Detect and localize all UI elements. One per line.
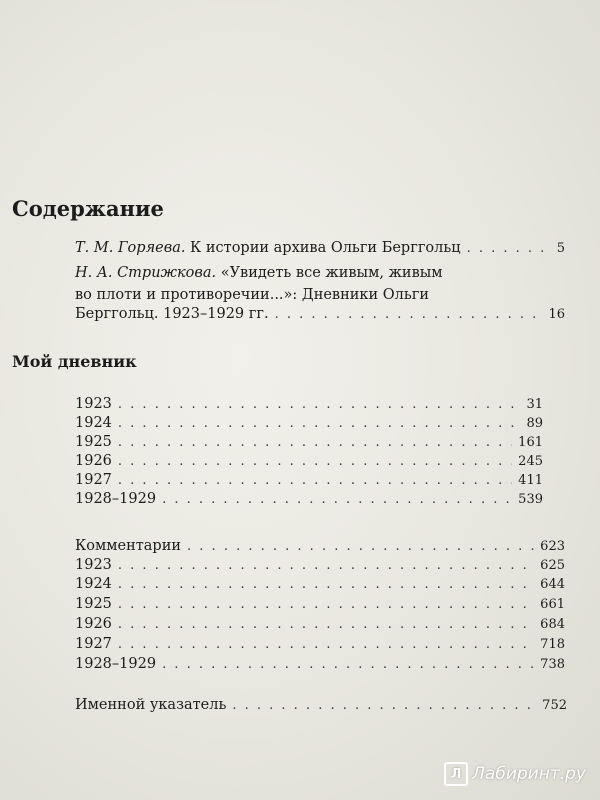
comments-year-entry (75, 616, 565, 632)
comments-year-entry (75, 656, 565, 672)
year-label: 1928–1929 (75, 491, 157, 507)
comments-year-entry (75, 636, 565, 652)
entry-author: Т. М. Горяева. (75, 240, 186, 256)
leader-dots (118, 637, 534, 652)
watermark-logo (444, 762, 586, 786)
diary-entry (75, 415, 543, 431)
page-number: 16 (548, 307, 565, 322)
page-number: 623 (540, 539, 565, 554)
leader-dots (118, 577, 534, 592)
year-label: 1923 (75, 557, 112, 573)
diary-entry (75, 434, 543, 450)
page-number: 31 (526, 397, 543, 412)
name-index-entry (75, 697, 567, 713)
leader-dots (162, 657, 534, 672)
leader-dots (275, 307, 543, 322)
year-label: 1925 (75, 596, 112, 612)
year-label: 1928–1929 (75, 656, 157, 672)
page-number: 245 (518, 454, 543, 469)
leader-dots (118, 617, 534, 632)
page-number: 625 (540, 558, 565, 573)
year-label: 1926 (75, 453, 112, 469)
entry-author: Н. А. Стрижкова. (75, 265, 217, 281)
page-number: 661 (540, 597, 565, 612)
diary-heading: Мой дневник (12, 352, 137, 371)
year-label: 1927 (75, 636, 112, 652)
comments-year-entry (75, 576, 565, 592)
leader-dots (118, 454, 512, 469)
page-number: 644 (540, 577, 565, 592)
leader-dots (467, 241, 551, 256)
year-label: 1924 (75, 415, 112, 431)
comments-year-entry (75, 557, 565, 573)
toc-entry-strizhkova-last (75, 306, 565, 322)
year-label: 1924 (75, 576, 112, 592)
entry-title-part: «Увидеть все живым, живым (216, 265, 443, 281)
leader-dots (118, 435, 512, 450)
page-number: 5 (556, 241, 565, 256)
toc-entry-goryaeva (75, 240, 565, 256)
leader-dots (118, 397, 521, 412)
page-number: 539 (518, 492, 543, 507)
leader-dots (118, 558, 534, 573)
toc-entry-strizhkova (75, 262, 565, 306)
leader-dots (187, 539, 534, 554)
year-label: 1923 (75, 396, 112, 412)
entry-text (75, 240, 461, 256)
entry-title: К истории архива Ольги Берггольц (185, 240, 461, 256)
diary-entry (75, 472, 543, 488)
leader-dots (118, 473, 512, 488)
page-number: 684 (540, 617, 565, 632)
diary-entry (75, 396, 543, 412)
page-number: 411 (518, 473, 543, 488)
year-label: 1926 (75, 616, 112, 632)
watermark-text: Лабиринт.ру (472, 764, 586, 784)
contents-heading: Содержание (12, 196, 164, 221)
leader-dots (232, 698, 536, 713)
page-number: 161 (518, 435, 543, 450)
entry-line-1 (75, 262, 565, 284)
page-number: 89 (526, 416, 543, 431)
leader-dots (118, 416, 521, 431)
leader-dots (162, 492, 512, 507)
year-label: 1925 (75, 434, 112, 450)
entry-line-3: Берггольц. 1923–1929 гг. (75, 306, 269, 322)
comments-entry (75, 538, 565, 554)
page-number: 738 (540, 657, 565, 672)
entry-line-2: во плоти и противоречии...»: Дневники Ольги (75, 287, 430, 303)
page-number: 718 (540, 637, 565, 652)
page-number: 752 (542, 698, 567, 713)
diary-entry (75, 453, 543, 469)
index-label: Именной указатель (75, 697, 227, 713)
labirint-logo-icon: Л (444, 762, 468, 786)
diary-entry (75, 491, 543, 507)
leader-dots (118, 597, 534, 612)
comments-year-entry (75, 596, 565, 612)
comments-label: Комментарии (75, 538, 182, 554)
year-label: 1927 (75, 472, 112, 488)
